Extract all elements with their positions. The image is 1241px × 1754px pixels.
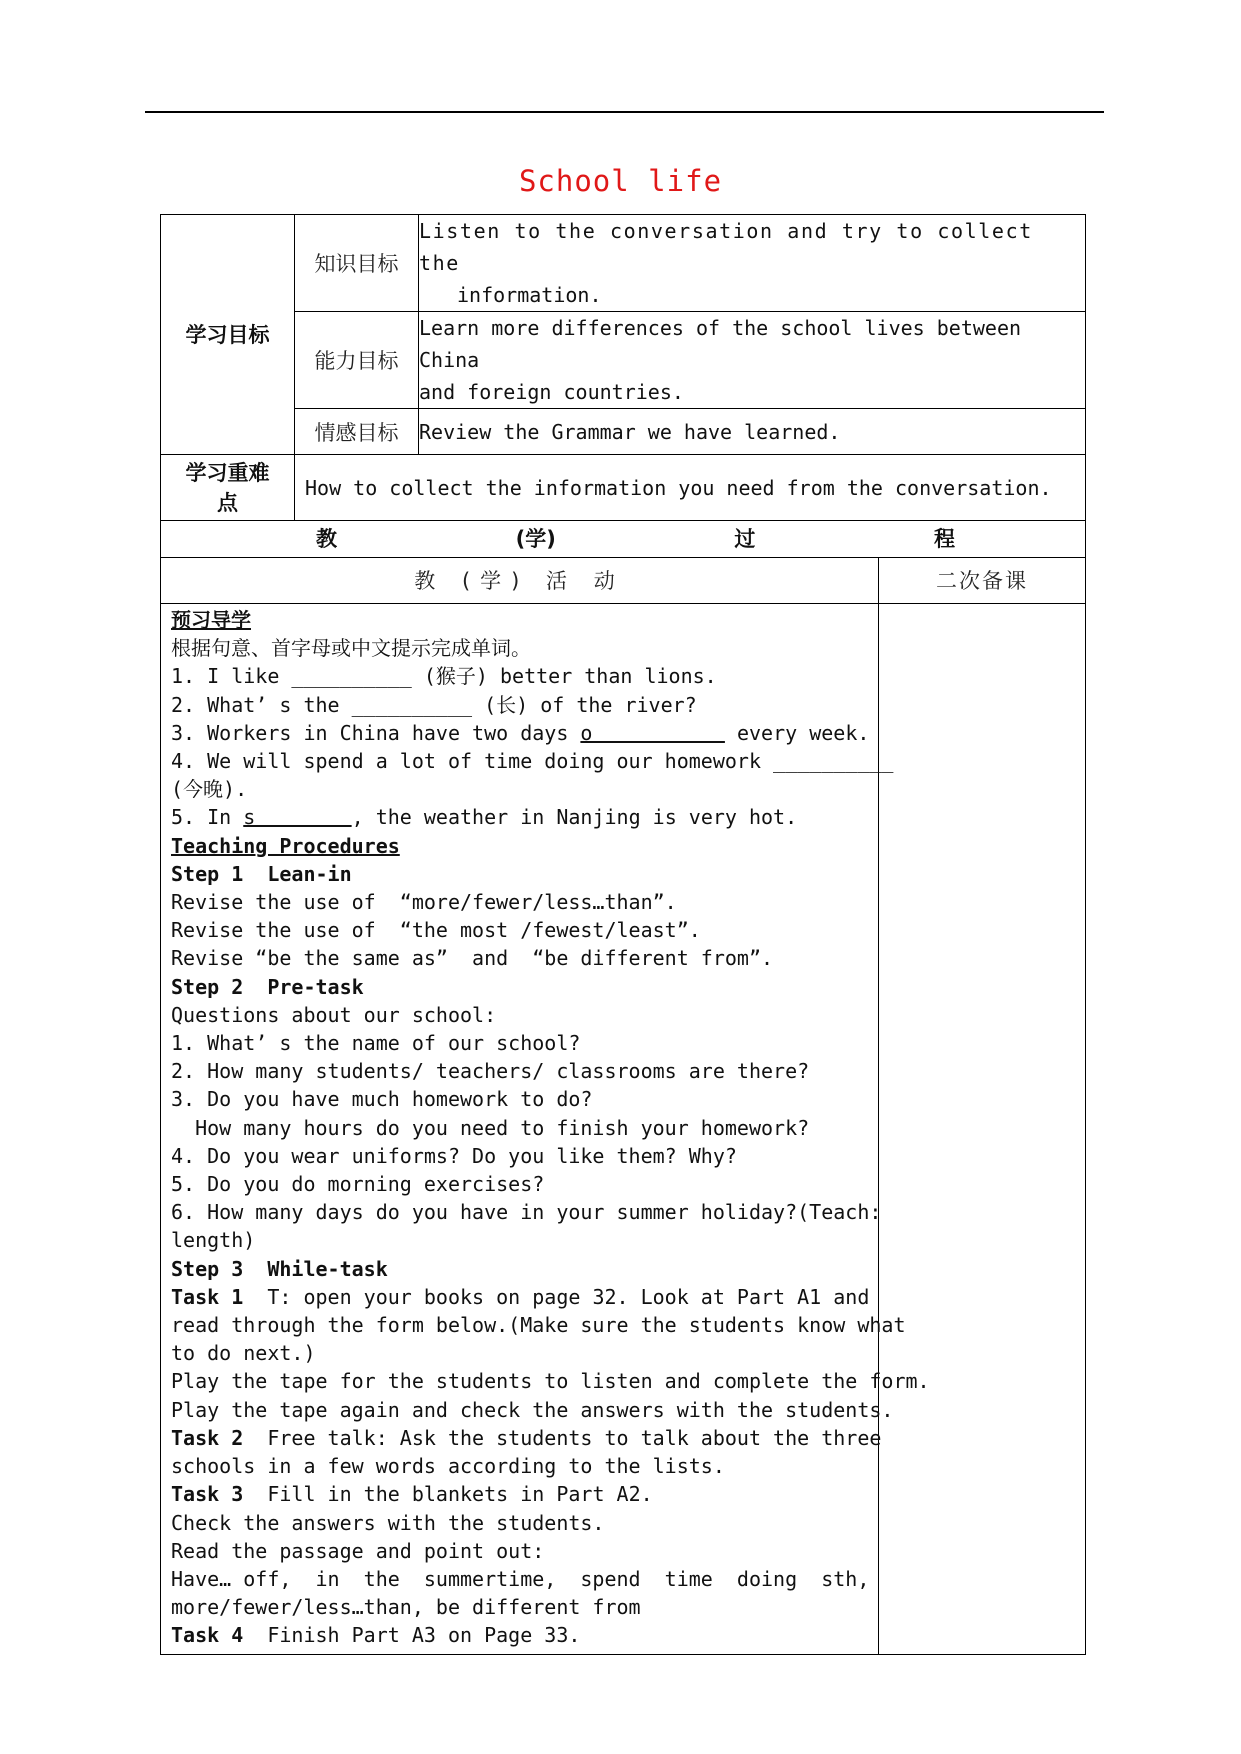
key-points-row (161, 455, 1086, 521)
question-text: 5. In (171, 805, 244, 830)
step-heading: Step 2 Pre-task (171, 974, 364, 999)
step-line: Questions about our school: (171, 1002, 497, 1027)
task-line (171, 1424, 882, 1452)
task-label: Task 2 (171, 1425, 244, 1450)
task-line: to do next.) (171, 1341, 316, 1366)
question-text: every week. (724, 720, 870, 745)
preview-question: 1. I like __________ (猴子) better than lions. (171, 664, 717, 689)
objective-row-knowledge (161, 215, 1086, 312)
preview-heading: 预习导学 (171, 608, 251, 632)
preview-question (171, 719, 868, 747)
task-line: Play the tape again and check the answers with the students. (171, 1397, 894, 1422)
step-heading: Step 1 Lean-in (171, 861, 352, 886)
step-line: length) (171, 1228, 256, 1253)
preview-question: (今晚). (171, 777, 248, 802)
step-line: Revise “be the same as” and “be different from”. (171, 946, 774, 971)
task-label: Task 4 (171, 1623, 244, 1648)
objective-text-emotion: Review the Grammar we have learned. (419, 409, 1086, 455)
objective-label-emotion: 情感目标 (295, 409, 419, 455)
activity-body-row (161, 604, 1086, 1655)
activity-header: 教 (学) 活 动 (161, 558, 879, 604)
key-points-label (161, 455, 295, 521)
step-line: 2. How many students/ teachers/ classrooms are there? (171, 1059, 810, 1084)
process-cell (161, 521, 1086, 558)
step-heading: Step 3 While-task (171, 1256, 388, 1281)
preview-question (171, 803, 868, 831)
objective-text-line: and foreign countries. (419, 380, 684, 404)
objective-label-knowledge: 知识目标 (295, 215, 419, 312)
task-line: Read the passage and point out: (171, 1538, 545, 1563)
step-line: 6. How many days do you have in your summer holiday?(Teach: (171, 1200, 882, 1225)
preview-instruction: 根据句意、首字母或中文提示完成单词。 (171, 636, 531, 661)
task-line: Have… off, in the summertime, spend time doing sth, (171, 1566, 870, 1591)
task-text: T: open your books on page 32. Look at Part A1 and (243, 1284, 870, 1309)
task-line: Check the answers with the students. (171, 1510, 605, 1535)
step-line: Revise the use of “more/fewer/less…than”. (171, 890, 677, 915)
task-line: Play the tape for the students to listen and complete the form. (171, 1369, 930, 1394)
objective-row-emotion (161, 409, 1086, 455)
preview-question: 2. What’ s the __________ (长) of the river? (171, 692, 697, 717)
activity-content (161, 604, 930, 1655)
task-label: Task 3 (171, 1482, 244, 1507)
process-heading (161, 521, 1085, 557)
lesson-plan-table (160, 214, 1086, 1655)
blank: s (243, 805, 352, 830)
procedures-heading: Teaching Procedures (171, 833, 400, 858)
objective-text-line: Learn more differences of the school lives between China (419, 316, 1022, 372)
preview-question: 4. We will spend a lot of time doing our homework __________ (171, 749, 894, 774)
key-points-label-line: 学习重难 (185, 460, 270, 485)
task-label: Task 1 (171, 1284, 244, 1309)
objective-row-ability (161, 312, 1086, 409)
second-prep-header: 二次备课 (879, 558, 1086, 604)
objectives-label: 学习目标 (161, 215, 295, 455)
objective-text-knowledge (419, 215, 1086, 312)
step-line: 4. Do you wear uniforms? Do you like them? Why? (171, 1143, 737, 1168)
step-line: 1. What’ s the name of our school? (171, 1031, 581, 1056)
process-word: (学) (515, 527, 556, 551)
key-points-label-line: 点 (217, 490, 238, 515)
task-line (171, 1283, 868, 1311)
objective-text-line: Listen to the conversation and try to collect the (419, 219, 1033, 275)
task-line (171, 1480, 868, 1508)
key-points-text: How to collect the information you need from the conversation. (295, 455, 1086, 521)
task-line: read through the form below.(Make sure the students know what (171, 1313, 906, 1338)
activity-header-row (161, 558, 1086, 604)
process-row (161, 521, 1086, 558)
step-line: Revise the use of “the most /fewest/least”. (171, 918, 701, 943)
task-line: schools in a few words according to the lists. (171, 1454, 725, 1479)
page-title: School life (518, 164, 723, 198)
question-text: 3. Workers in China have two days (171, 720, 581, 745)
process-word: 过 (734, 527, 756, 551)
task-text: Free talk: Ask the students to talk about the three (243, 1425, 882, 1450)
process-word: 程 (933, 527, 955, 551)
task-line (171, 1621, 868, 1649)
task-line: more/fewer/less…than, be different from (171, 1595, 641, 1620)
task-text: Fill in the blankets in Part A2. (243, 1482, 653, 1507)
objective-label-ability: 能力目标 (295, 312, 419, 409)
objective-text-ability (419, 312, 1086, 409)
step-line: How many hours do you need to finish your homework? (171, 1115, 810, 1140)
task-text: Finish Part A3 on Page 33. (243, 1623, 581, 1648)
header-rule (145, 111, 1104, 113)
step-line: 3. Do you have much homework to do? (171, 1087, 593, 1112)
step-line: 5. Do you do morning exercises? (171, 1172, 545, 1197)
blank: o (580, 720, 725, 745)
question-text: , the weather in Nanjing is very hot. (351, 805, 798, 830)
process-word: 教 (316, 527, 337, 551)
objective-text-line: information. (457, 283, 602, 307)
second-prep-cell (879, 604, 1086, 1655)
